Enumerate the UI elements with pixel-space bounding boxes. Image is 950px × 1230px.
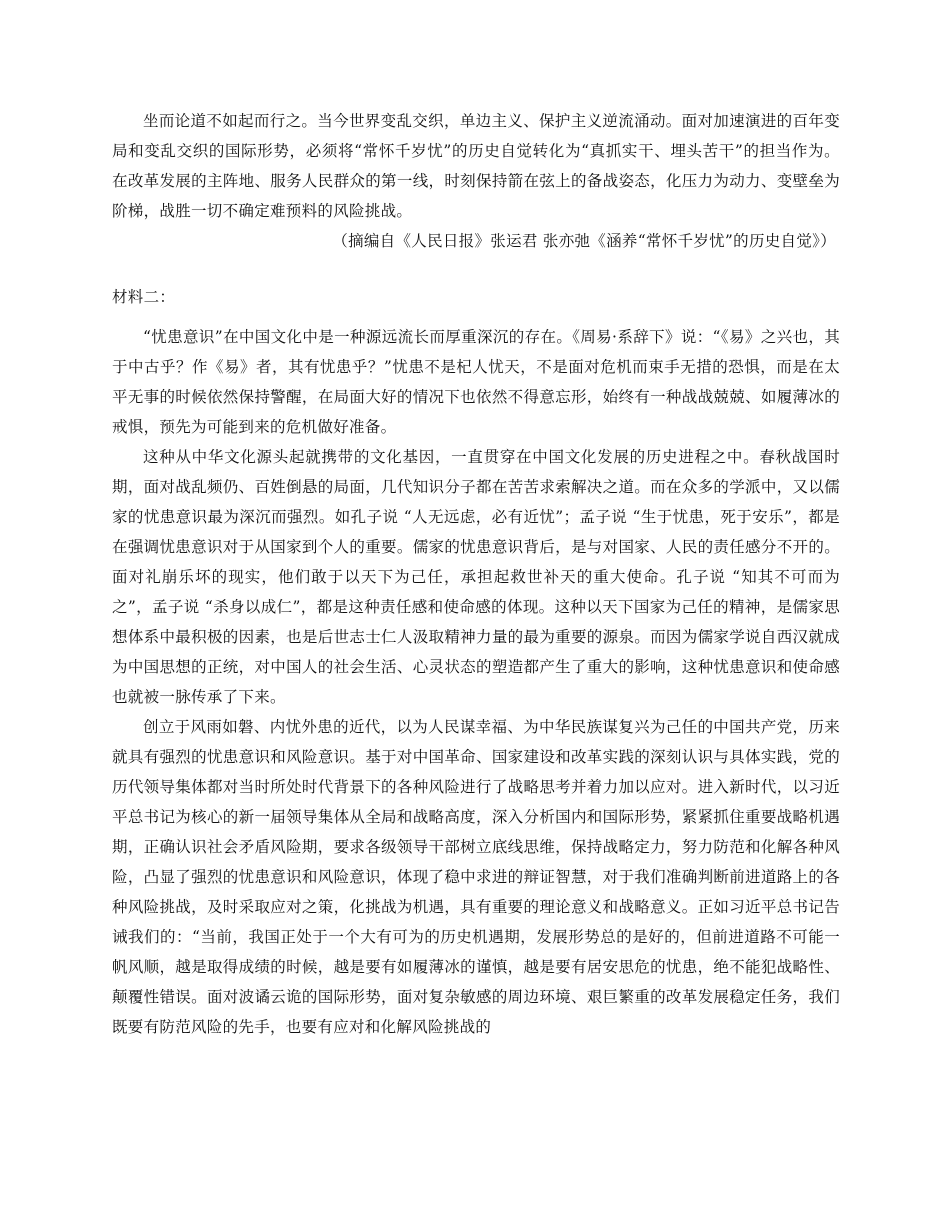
- body-paragraph-3: 创立于风雨如磐、内忧外患的近代，以为人民谋幸福、为中华民族谋复兴为己任的中国共产党，历来就具有强烈的忧患意识和风险意识。基于对中国革命、国家建设和改革实践的深刻认识与具体实践，党的历代领导集体都对当时所处时代背景下的各种风险进行了战略思考并着力加以应对。进入新时代，以习近平总书记为核心的新一届领导集体从全局和战略高度，深入分析国内和国际形势，紧紧抓住重要战略机遇期，正确认识社会矛盾风险期，要求各级领导干部树立底线思维，保持战略定力，努力防范和化解各种风险，凸显了强烈的忧患意识和风险意识，体现了稳中求进的辩证智慧，对于我们准确判断前进道路上的各种风险挑战，及时采取应对之策，化挑战为机遇，具有重要的理论意义和战略意义。正如习近平总书记告诫我们的：“当前，我国正处于一个大有可为的历史机遇期，发展形势总的是好的，但前进道路不可能一帆风顺，越是取得成绩的时候，越是要有如履薄冰的谨慎，越是要有居安思危的忧患，绝不能犯战略性、颠覆性错误。面对波谲云诡的国际形势，面对复杂敏感的周边环境、艰巨繁重的改革发展稳定任务，我们既要有防范风险的先手，也要有应对和化解风险挑战的: [112, 718, 840, 1036]
- body-paragraph-1: “忧患意识”在中国文化中是一种源远流长而厚重深沉的存在。《周易·系辞下》说：“《易》之兴也，其于中古乎？作《易》者，其有忧患乎？”忧患不是杞人忧天，不是面对危机而束手无措的恐惧，而是在太平无事的时候依然保持警醒，在局面大好的情况下也依然不得意忘形，始终有一种战战兢兢、如履薄冰的戒惧，预先为可能到来的危机做好准备。: [112, 328, 840, 436]
- intro-paragraph: 坐而论道不如起而行之。当今世界变乱交织，单边主义、保护主义逆流涌动。面对加速演进的百年变局和变乱交织的国际形势，必须将“常怀千岁忧”的历史自觉转化为“真抓实干、埋头苦干”的担当作为。在改革发展的主阵地、服务人民群众的第一线，时刻保持箭在弦上的备战姿态，化压力为动力、变壁垒为阶梯，战胜一切不确定难预料的风险挑战。: [112, 112, 840, 220]
- source-citation: （摘编自《人民日报》张运君 张亦弛《涵养“常怀千岁忧”的历史自觉》）: [332, 232, 836, 250]
- section-heading: 材料二：: [112, 288, 176, 306]
- document-page: [112, 106, 840, 1042]
- body-paragraph-2: 这种从中华文化源头起就携带的文化基因，一直贯穿在中国文化发展的历史进程之中。春秋战国时期，面对战乱频仍、百姓倒悬的局面，几代知识分子都在苦苦求索解决之道。而在众多的学派中，又以儒家的忧患意识最为深沉而强烈。如孔子说 “人无远虑，必有近忧”；孟子说 “生于忧患，死于安乐”，都是在强调忧患意识对于从国家到个人的重要。儒家的忧患意识背后，是与对国家、人民的责任感分不开的。面对礼崩乐坏的现实，他们敢于以天下为己任，承担起救世补天的重大使命。孔子说 “知其不可而为之”，孟子说 “杀身以成仁”，都是这种责任感和使命感的体现。这种以天下国家为己任的精神，是儒家思想体系中最积极的因素，也是后世志士仁人汲取精神力量的最为重要的源泉。而因为儒家学说自西汉就成为中国思想的正统，对中国人的社会生活、心灵状态的塑造都产生了重大的影响，这种忧患意识和使命感也就被一脉传承了下来。: [112, 448, 840, 706]
